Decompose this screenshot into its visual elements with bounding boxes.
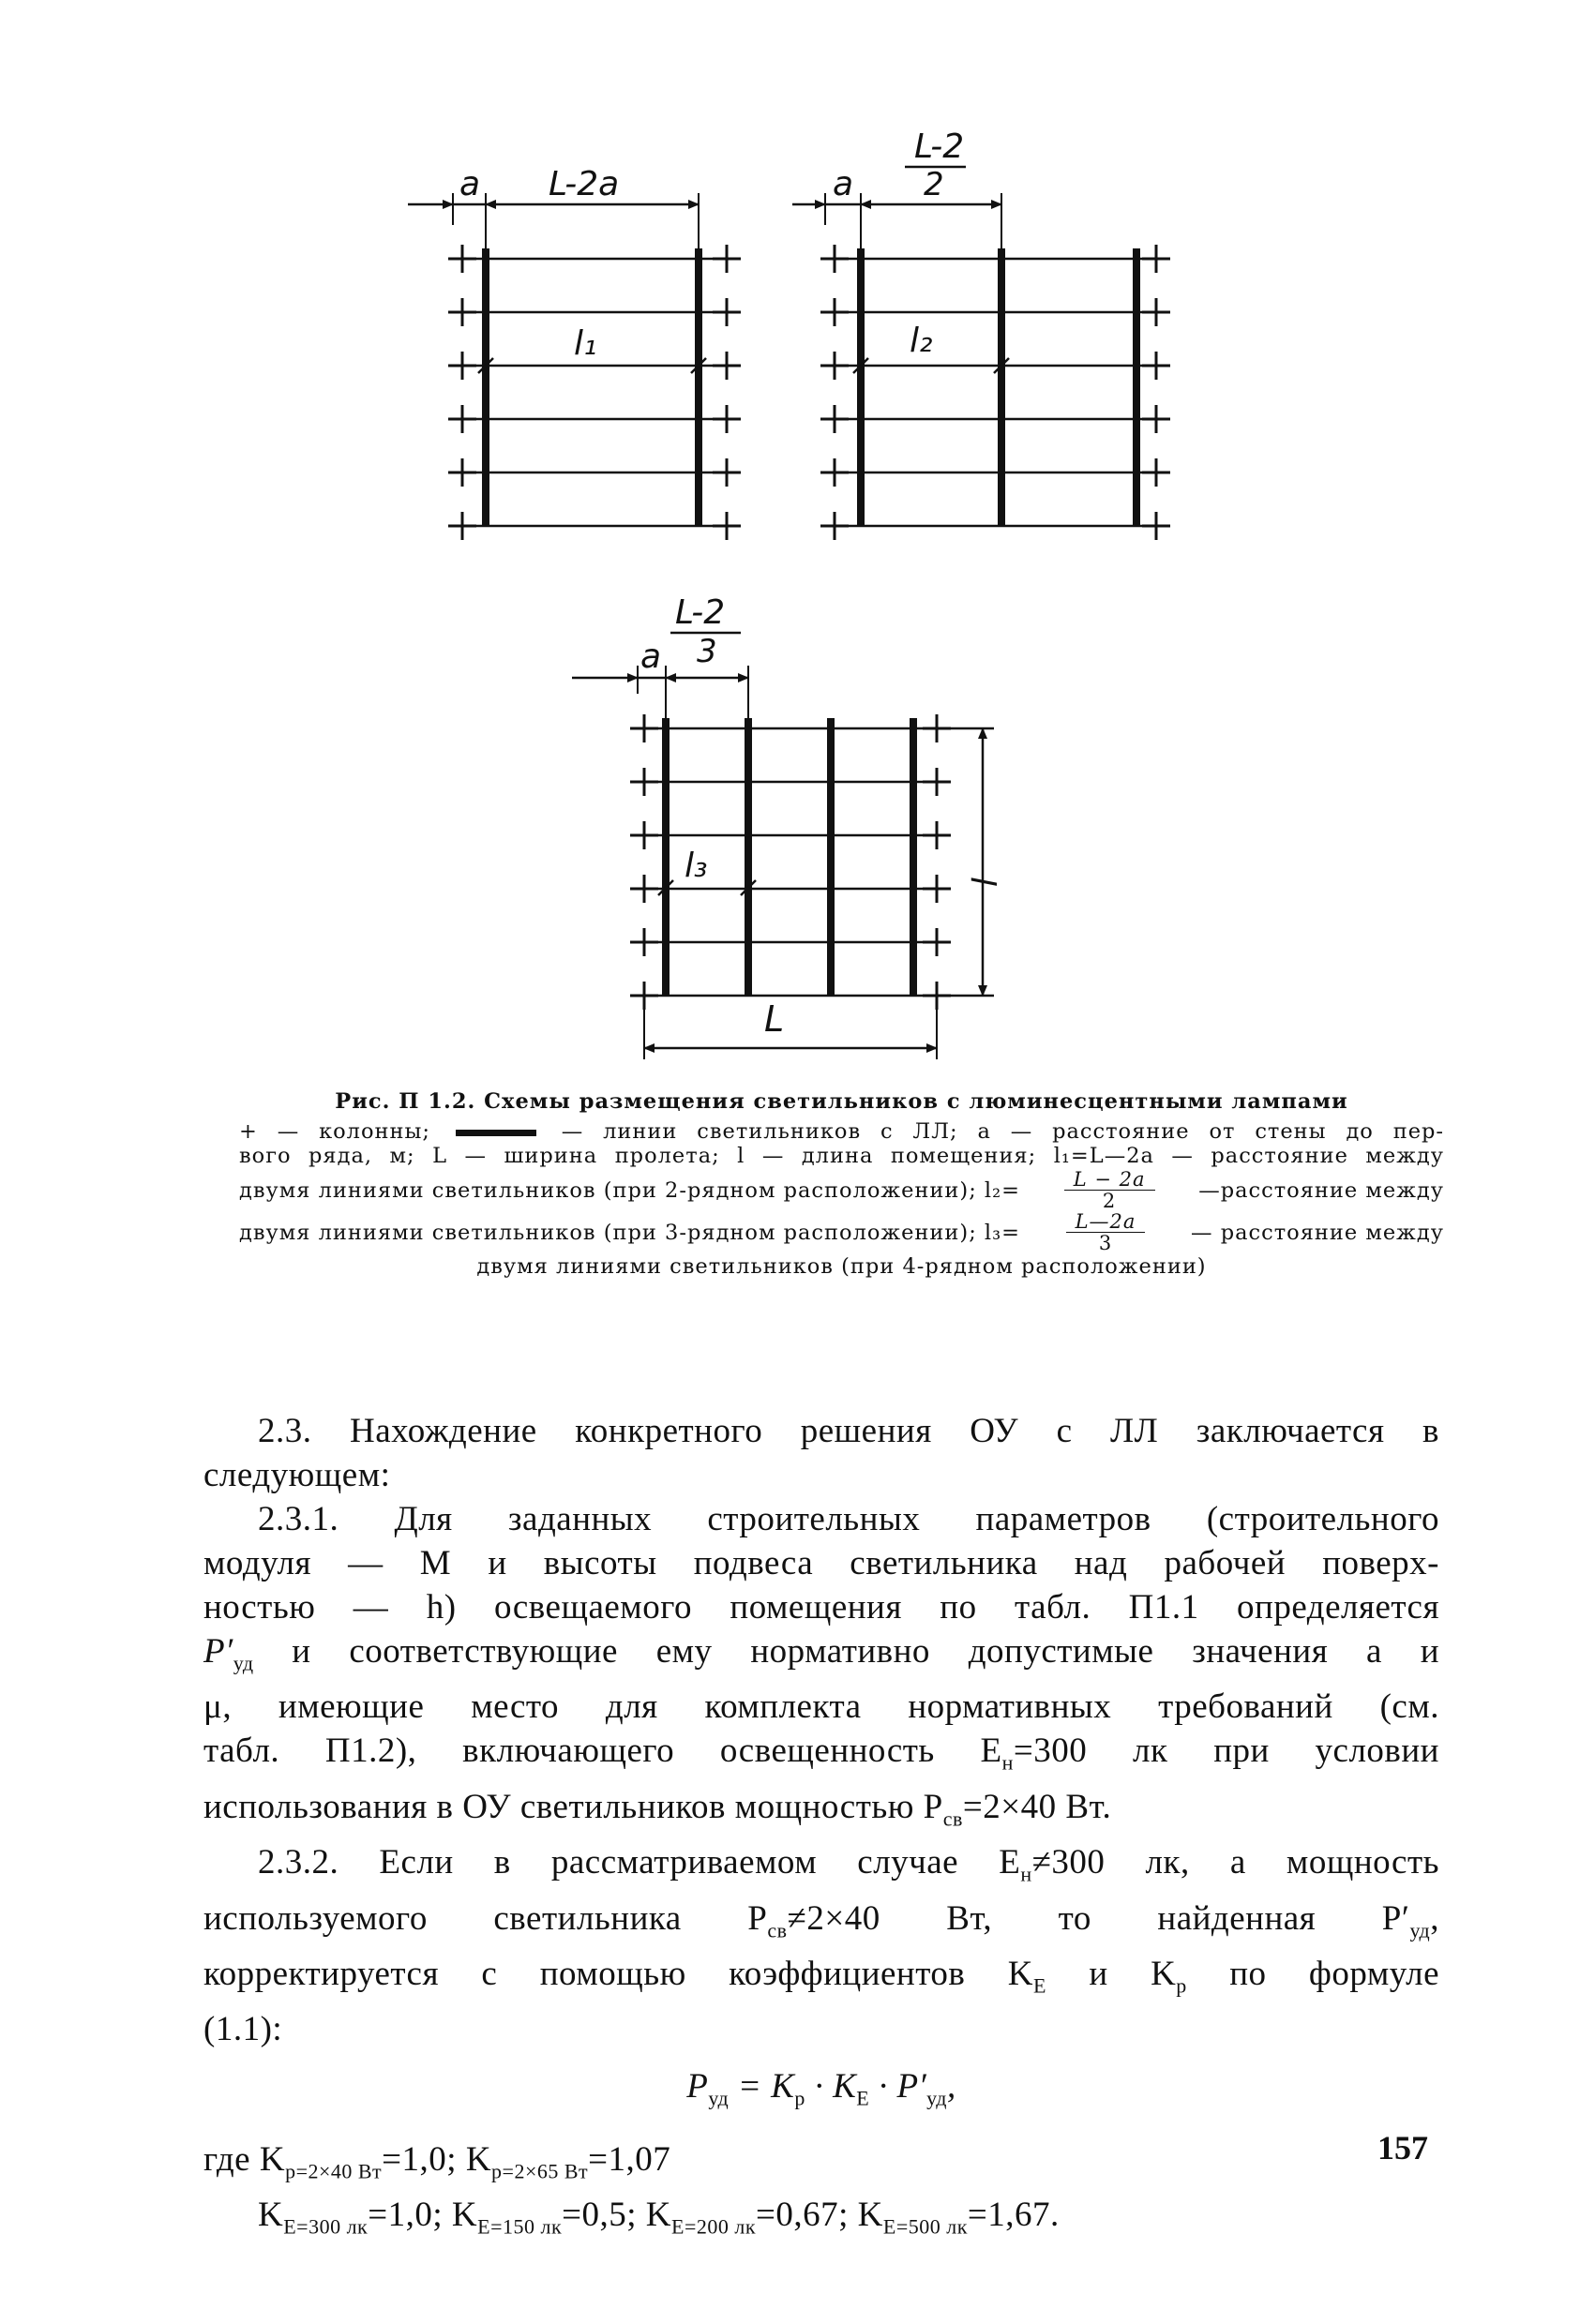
- scheme3-label-a: a: [640, 637, 662, 676]
- figure-caption: [239, 1089, 1444, 1279]
- scheme1-label-a: a: [459, 165, 481, 203]
- p2-line-3: ностью — h) освещаемого помещения по табл. П1.1 определяется: [203, 1588, 1439, 1627]
- fraction-l2-numerator: L − 2a: [1073, 1168, 1146, 1191]
- p3-line-1: 2.3.2. Если в рассматриваемом случае $E_н\ne 300$ лк, а мощность: [258, 1843, 1440, 1886]
- caption-line-4-right: — расстояние между: [1191, 1220, 1444, 1245]
- scheme1-label-l1: l₁: [574, 324, 597, 363]
- p2-line-2: модуля — M и высоты подвеса светильника над рабочей поверх-: [203, 1544, 1439, 1582]
- p2-line-6: табл. П1.2), включающего освещенность $E_н=300$ лк при условии: [203, 1732, 1439, 1775]
- scheme-four-row: [572, 593, 1001, 1059]
- p3-line-3: корректируется с помощью коэффициентов $K_E$ и $K_р$ по формуле: [203, 1954, 1439, 1998]
- caption-title: Рис. П 1.2. Схемы размещения светильников с люминесцентными лампами: [335, 1089, 1348, 1114]
- p2-line-5: μ, имеющие место для комплекта нормативных требований (см.: [203, 1687, 1439, 1727]
- p3-line-4: (1.1):: [203, 2010, 283, 2049]
- paragraph-2-3: [203, 1409, 1439, 1497]
- coefficients-kp: где $K_{р=2\times 40 Вт}=1,0$; $K_{р=2\times 65 Вт}=1,07$: [203, 2139, 671, 2183]
- paragraph-2-3-2: [203, 1840, 1439, 2051]
- scheme3-label-num: L-2: [675, 593, 726, 632]
- caption-line-2: вого ряда, м; L — ширина пролета; l — длина помещения; l₁=L—2a — расстояние между: [239, 1144, 1444, 1168]
- p1-line-1: 2.3. Нахождение конкретного решения ОУ с ЛЛ заключается в: [258, 1412, 1439, 1450]
- fraction-l3-numerator: L—2a: [1075, 1210, 1136, 1233]
- caption-line-4-left: двумя линиями светильников (при 3-рядном расположении); l₃=: [239, 1220, 1020, 1245]
- scheme3-label-l3: l₃: [685, 847, 708, 885]
- caption-line-4: [239, 1212, 1444, 1252]
- page-number: 157: [1377, 2129, 1428, 2167]
- paragraph-2-3-1: [203, 1497, 1439, 1840]
- formula-1-1: $P_{уд} = K_р \cdot K_E \cdot P'_{уд}$,: [686, 2067, 956, 2110]
- scheme3-label-den: 3: [697, 633, 717, 670]
- p2-line-7: использования в ОУ светильников мощностью $P_{св}=2\times 40$ Вт.: [203, 1787, 1112, 1831]
- legend-rest: a — расстояние от стены до пер-: [977, 1119, 1445, 1144]
- fraction-l2: [1064, 1170, 1155, 1210]
- scheme2-label-a: a: [833, 165, 854, 203]
- fraction-l3-denominator: 3: [1098, 1232, 1113, 1254]
- body-text: [203, 1409, 1439, 2249]
- p2-line-1: 2.3.1. Для заданных строительных параметров (строительного: [258, 1500, 1439, 1538]
- caption-line-1: [239, 1119, 1444, 1144]
- scheme-two-row: [408, 165, 741, 540]
- fraction-l3: [1066, 1212, 1146, 1252]
- caption-line-3-right: —расстояние между: [1198, 1177, 1444, 1203]
- scheme3-label-length: l: [963, 877, 1001, 887]
- scheme2-label-num: L-2: [914, 127, 965, 166]
- p2-line-4: $P'_{уд}$ и соответствующие ему нормативно допустимые значения a и: [203, 1632, 1439, 1675]
- scheme-three-row: [792, 127, 1170, 540]
- p1-line-2: следующем:: [203, 1456, 391, 1494]
- scheme1-label-width: L-2a: [549, 165, 620, 203]
- coefficients-ke: $K_{E=300 лк}=1,0$; $K_{E=150 лк}=0,5$; $K_{E=200 лк}=0,67$; $K_{E=500 лк}=1,67$.: [258, 2196, 1060, 2239]
- legend-columns: + — колонны;: [239, 1119, 431, 1144]
- scheme2-label-den: 2: [924, 166, 944, 203]
- caption-line-3: [239, 1170, 1444, 1210]
- caption-line-3-left: двумя линиями светильников (при 2-рядном расположении); l₂=: [239, 1177, 1020, 1203]
- legend-lines: — линии светильников с ЛЛ;: [561, 1119, 958, 1144]
- luminaire-line-legend-swatch: [456, 1130, 536, 1136]
- fraction-l2-denominator: 2: [1102, 1190, 1117, 1212]
- scheme2-label-l2: l₂: [910, 322, 933, 360]
- caption-line-5: двумя линиями светильников (при 4-рядном расположении): [476, 1254, 1207, 1279]
- scheme3-label-width: L: [764, 998, 785, 1040]
- luminaire-layout-figure: [0, 0, 1595, 1078]
- p3-line-2: используемого светильника $P_{св}\ne 2\times 40$ Вт, то найденная $P'_{уд}$,: [203, 1898, 1439, 1942]
